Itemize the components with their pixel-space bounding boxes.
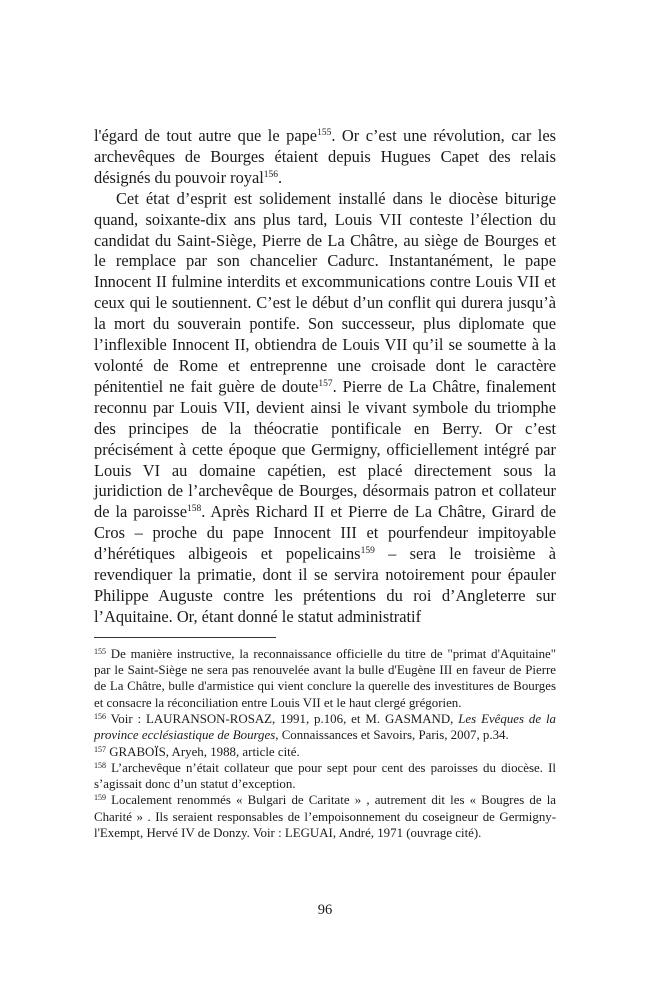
footnote-number: 155	[94, 646, 106, 656]
footnote-reference: 155	[317, 128, 332, 138]
text-run: L’archevêque n’était collateur que pour sept pour cent des paroisses du diocèse. Il s’agissait donc d’un statut d’exception.	[94, 760, 556, 792]
footnote-number: 157	[94, 744, 106, 754]
paragraph	[94, 126, 556, 189]
footnote-number: 156	[94, 711, 106, 721]
text-run: .	[278, 167, 283, 187]
text-run: – sera le troisième à revendiquer la primatie, dont il se servira notoirement pour épauler Philippe Auguste contre les prétentions du roi d’Angleterre sur l’Aquitaine. Or, étant donné le statut administratif	[94, 544, 556, 626]
page-content	[94, 126, 556, 841]
footnote	[94, 744, 556, 760]
text-run: Voir : LAURANSON-ROSAZ, 1991, p.106, et M. GASMAND,	[106, 711, 459, 726]
italic-title: Les Evêques de la province ecclésiastique de Bourges	[94, 711, 556, 743]
footnote	[94, 760, 556, 793]
paragraph	[94, 189, 556, 628]
footnote-reference: 156	[263, 169, 279, 180]
footnotes	[94, 646, 556, 842]
footnote-reference: 158	[186, 504, 202, 515]
text-run: . Après Richard II et Pierre de La Châtre, Girard de Cros – proche du pape Innocent III et pourfendeur impitoyable d’hérétiques albigeois et popelicains	[94, 502, 556, 564]
footnote	[94, 792, 556, 841]
footnote-number: 159	[94, 793, 106, 803]
text-run: GRABOÏS, Aryeh, 1988, article cité.	[106, 744, 300, 759]
footnote-reference: 157	[318, 378, 333, 389]
main-text	[94, 126, 556, 628]
footnote-number: 158	[94, 760, 106, 770]
text-run: Cet état d’esprit est solidement installé dans le diocèse biturige quand, soixante-dix ans plus tard, Louis VII conteste l’élection du candidat du Saint-Siège, Pierre de La Châtre, au siège de Bourges et le remplace par son chancelier Cadurc. Instantanément, le pape Innocent II fulmine interdits et excommunications contre Louis VII et ceux qui le soutiennent. C’est le début d’un conflit qui durera jusqu’à la mort du souverain pontife. Son successeur, plus diplomate que l’inflexible Innocent II, obtiendra de Louis VII qu’il se soumette à la volonté de Rome et entreprenne une croisade dont le caractère pénitentiel ne fait guère de doute	[94, 188, 556, 396]
text-run: . Or c’est une révolution, car les archevêques de Bourges étaient depuis Hugues Capet des relais désignés du pouvoir royal	[94, 126, 556, 187]
footnote	[94, 646, 556, 711]
text-run: , Connaissances et Savoirs, Paris, 2007, p.34.	[275, 728, 509, 743]
text-run: l'égard de tout autre que le pape	[94, 126, 318, 145]
text-run: . Pierre de La Châtre, finalement reconnu par Louis VII, devient ainsi le vivant symbole du triomphe des principes de la théocratie pontificale en Berry. Or c’est précisément à cette époque que Germigny, officiellement intégré par Louis VI au domaine capétien, est placé directement sous la juridiction de l’archevêque de Bourges, désormais patron et collateur de la paroisse	[94, 376, 556, 522]
page-number: 96	[317, 902, 333, 918]
footnote	[94, 711, 556, 744]
text-run: De manière instructive, la reconnaissance officielle du titre de "primat d'Aquitaine" par le Saint-Siège ne sera pas renouvelée avant la bulle d'Eugène III en faveur de Pierre de La Châtre, bulle d'armistice qui vient conclure la querelle des investitures de Bourges et consacre la réconciliation entre Louis VII et le haut clergé grégorien.	[94, 646, 556, 710]
text-run: Localement renommés « Bulgari de Caritate » , autrement dit les « Bougres de la Charité » . Ils seraient responsables de l’empoisonnement du coseigneur de Germigny-l'Exempt, Hervé IV de Donzy. Voir : LEGUAI, André, 1971 (ouvrage cité).	[94, 793, 556, 841]
footnote-separator	[94, 637, 276, 638]
footnote-reference: 159	[360, 546, 375, 557]
